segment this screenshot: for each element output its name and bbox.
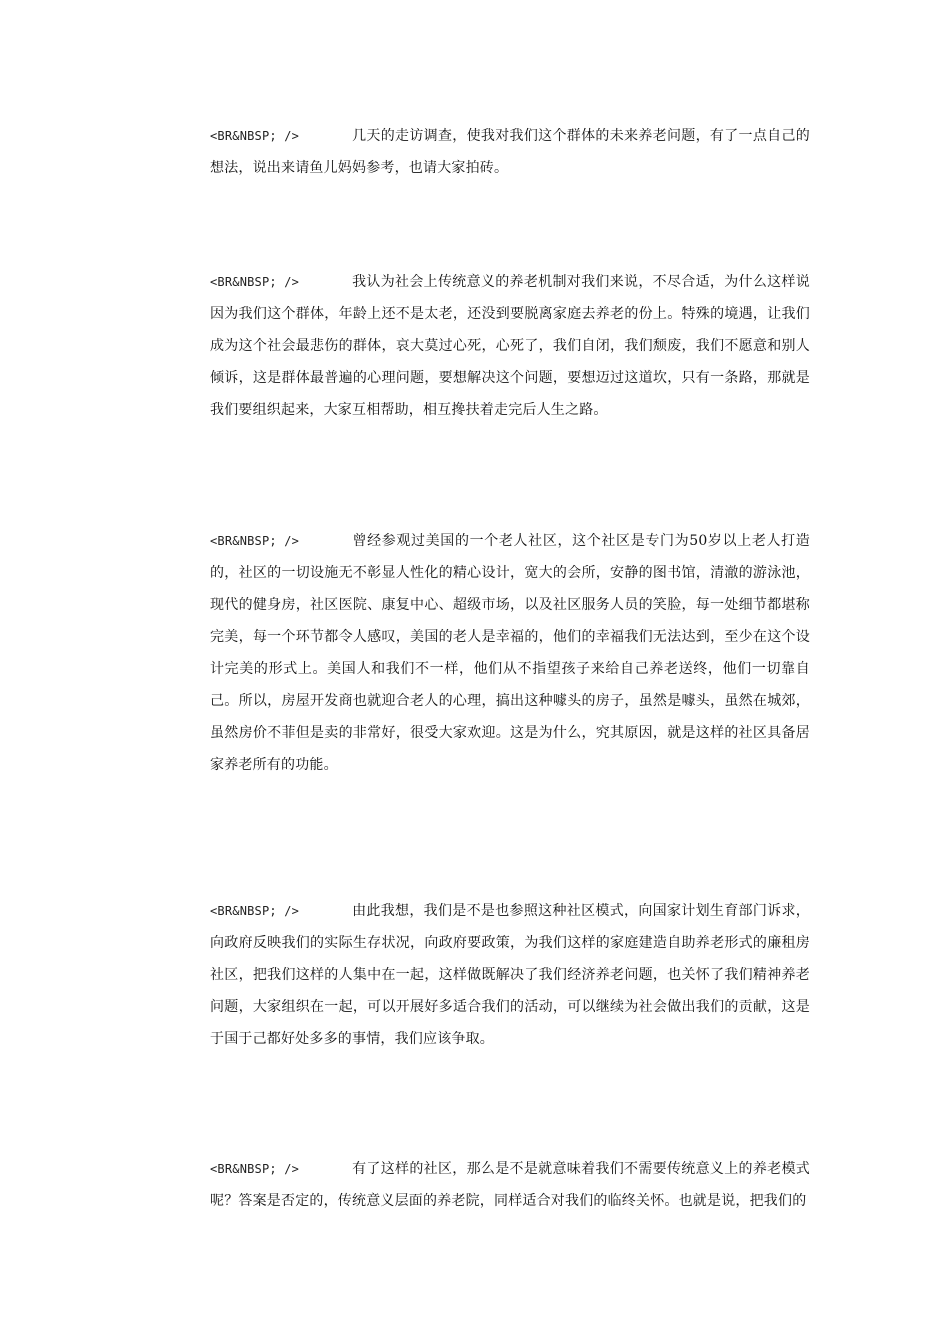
paragraph [210,266,810,426]
br-nbsp-marker: <BR&NBSP; /> [210,904,300,918]
paragraph [210,120,810,184]
paragraph [210,895,810,1055]
br-nbsp-marker: <BR&NBSP; /> [210,534,300,548]
paragraph-text: 几天的走访调查，使我对我们这个群体的未来养老问题，有了一点自己的想法，说出来请鱼儿妈妈参考，也请大家拍砖。 [210,128,810,176]
br-nbsp-marker: <BR&NBSP; /> [210,129,300,143]
paragraph-text: 我认为社会上传统意义的养老机制对我们来说，不尽合适，为什么这样说因为我们这个群体，年龄上还不是太老，还没到要脱离家庭去养老的份上。特殊的境遇，让我们成为这个社会最悲伤的群体，哀大莫过心死，心死了，我们自闭，我们颓废，我们不愿意和别人倾诉，这是群体最普遍的心理问题，要想解决这个问题，要想迈过这道坎，只有一条路，那就是我们要组织起来，大家互相帮助，相互搀扶着走完后人生之路。 [210,274,810,418]
br-nbsp-marker: <BR&NBSP; /> [210,275,300,289]
paragraph-text: 曾经参观过美国的一个老人社区，这个社区是专门为50岁以上老人打造的，社区的一切设施无不彰显人性化的精心设计，宽大的会所，安静的图书馆，清澈的游泳池，现代的健身房，社区医院、康复中心、超级市场，以及社区服务人员的笑脸，每一处细节都堪称完美，每一个环节都令人感叹，美国的老人是幸福的，他们的幸福我们无法达到，至少在这个设计完美的形式上。美国人和我们不一样，他们从不指望孩子来给自己养老送终，他们一切靠自己。所以，房屋开发商也就迎合老人的心理，搞出这种噱头的房子，虽然是噱头，虽然在城郊，虽然房价不菲但是卖的非常好，很受大家欢迎。这是为什么，究其原因，就是这样的社区具备居家养老所有的功能。 [210,533,810,773]
paragraph [210,1153,810,1217]
paragraph-text: 由此我想，我们是不是也参照这种社区模式，向国家计划生育部门诉求，向政府反映我们的实际生存状况，向政府要政策，为我们这样的家庭建造自助养老形式的廉租房社区，把我们这样的人集中在一起，这样做既解决了我们经济养老问题，也关怀了我们精神养老问题，大家组织在一起，可以开展好多适合我们的活动，可以继续为社会做出我们的贡献，这是于国于己都好处多多的事情，我们应该争取。 [210,903,810,1047]
br-nbsp-marker: <BR&NBSP; /> [210,1162,300,1176]
paragraph-text: 有了这样的社区，那么是不是就意味着我们不需要传统意义上的养老模式呢？答案是否定的，传统意义层面的养老院，同样适合对我们的临终关怀。也就是说，把我们的 [210,1161,810,1209]
paragraph [210,525,810,781]
